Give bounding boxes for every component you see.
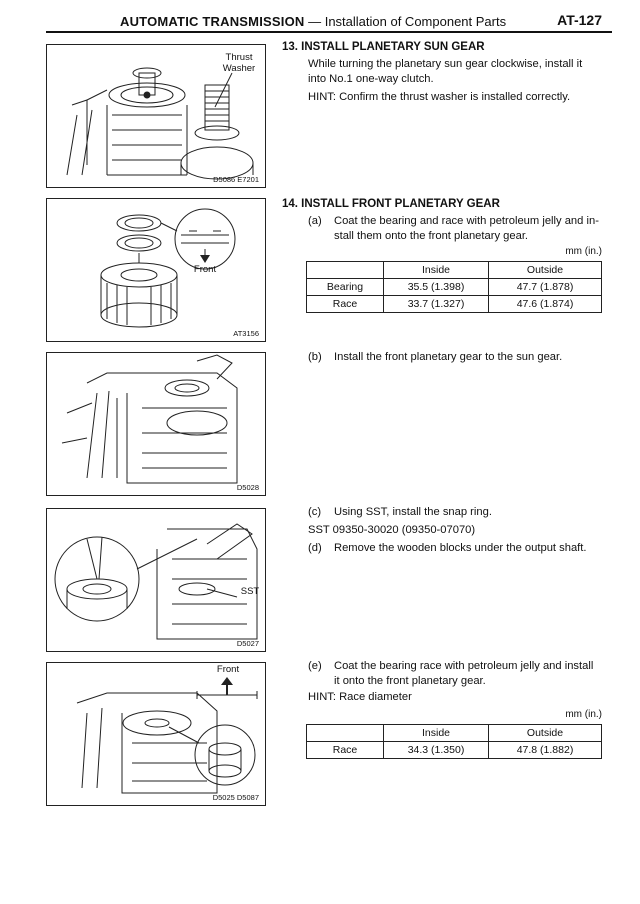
- header-subtitle: Installation of Component Parts: [324, 14, 507, 29]
- down-arrow-icon: [200, 255, 210, 263]
- step-14e-label: (e): [308, 660, 322, 672]
- page-header-title: [120, 14, 506, 29]
- figure-code: D5027: [236, 639, 259, 648]
- step-14d-label: (d): [308, 542, 322, 554]
- figure-sun-gear: [46, 44, 266, 188]
- callout-sst: SST: [240, 586, 260, 597]
- step-14a-line-1: Coat the bearing and race with petroleum jelly and in-: [334, 215, 599, 227]
- table-row: [307, 296, 602, 313]
- step-14e-line-2: it onto the front planetary gear.: [334, 675, 486, 687]
- planetary-install-illustration: [47, 353, 265, 495]
- section-title: AUTOMATIC TRANSMISSION: [120, 14, 305, 29]
- table-cell: 47.6 (1.874): [489, 296, 602, 313]
- up-arrow-icon: [221, 677, 233, 685]
- callout-front: Front: [216, 664, 240, 675]
- header-dash: —: [304, 14, 325, 29]
- race-table: [306, 724, 602, 759]
- figure-code: D5086 E7201: [213, 175, 259, 184]
- step-14b-label: (b): [308, 351, 322, 363]
- table-row: [307, 279, 602, 296]
- callout-thrust-washer: Thrust Washer: [222, 52, 256, 74]
- table-header-cell: [307, 262, 384, 279]
- step-13-hint: HINT: Confirm the thrust washer is installed correctly.: [308, 91, 571, 103]
- snap-ring-illustration: [47, 509, 265, 651]
- table-header-cell: Outside: [489, 725, 602, 742]
- table-cell: 47.7 (1.878): [489, 279, 602, 296]
- figure-bearing-race: [46, 198, 266, 342]
- table-cell: Bearing: [307, 279, 384, 296]
- step-13-line-1: While turning the planetary sun gear clockwise, install it: [308, 58, 583, 70]
- step-13-text: [308, 57, 608, 105]
- table-cell: 33.7 (1.327): [384, 296, 489, 313]
- race-install-illustration: [47, 663, 265, 805]
- table-cell: Race: [307, 296, 384, 313]
- bearing-race-illustration: [47, 199, 265, 341]
- step-14c-text: Using SST, install the snap ring.: [334, 506, 492, 518]
- step-14-heading: 14. INSTALL FRONT PLANETARY GEAR: [282, 198, 500, 210]
- figure-code: D5025 D5087: [212, 793, 259, 802]
- step-14e-line-1: Coat the bearing race with petroleum jelly and install: [334, 660, 594, 672]
- step-14e-text: [334, 659, 614, 689]
- table-cell: Race: [307, 742, 384, 759]
- step-13-heading: 13. INSTALL PLANETARY SUN GEAR: [282, 41, 485, 53]
- step-13-line-2: into No.1 one-way clutch.: [308, 73, 434, 85]
- table-header-cell: [307, 725, 384, 742]
- figure-bearing-race-install: [46, 662, 266, 806]
- race-diameter-hint: HINT: Race diameter: [308, 691, 412, 703]
- callout-front: Front: [193, 264, 217, 275]
- page-number: AT-127: [557, 12, 602, 28]
- step-14a-text: [334, 214, 614, 244]
- step-14d-text: Remove the wooden blocks under the output shaft.: [334, 542, 587, 554]
- figure-planetary-install: [46, 352, 266, 496]
- figure-code: D5028: [236, 483, 259, 492]
- sst-number: SST 09350-30020 (09350-07070): [308, 524, 476, 536]
- table-header-cell: Inside: [384, 725, 489, 742]
- step-14b-text: Install the front planetary gear to the sun gear.: [334, 351, 563, 363]
- figure-snap-ring: [46, 508, 266, 652]
- units-label: mm (in.): [565, 246, 602, 257]
- header-rule: [46, 31, 612, 33]
- units-label: mm (in.): [565, 709, 602, 720]
- table-cell: 35.5 (1.398): [384, 279, 489, 296]
- table-header-row: [307, 725, 602, 742]
- table-row: [307, 742, 602, 759]
- table-cell: 47.8 (1.882): [489, 742, 602, 759]
- figure-code: AT3156: [233, 329, 259, 338]
- table-cell: 34.3 (1.350): [384, 742, 489, 759]
- table-header-row: [307, 262, 602, 279]
- step-14a-label: (a): [308, 215, 322, 227]
- step-14c-label: (c): [308, 506, 322, 518]
- step-14a-line-2: stall them onto the front planetary gear.: [334, 230, 529, 242]
- bearing-race-table: [306, 261, 602, 313]
- table-header-cell: Inside: [384, 262, 489, 279]
- table-header-cell: Outside: [489, 262, 602, 279]
